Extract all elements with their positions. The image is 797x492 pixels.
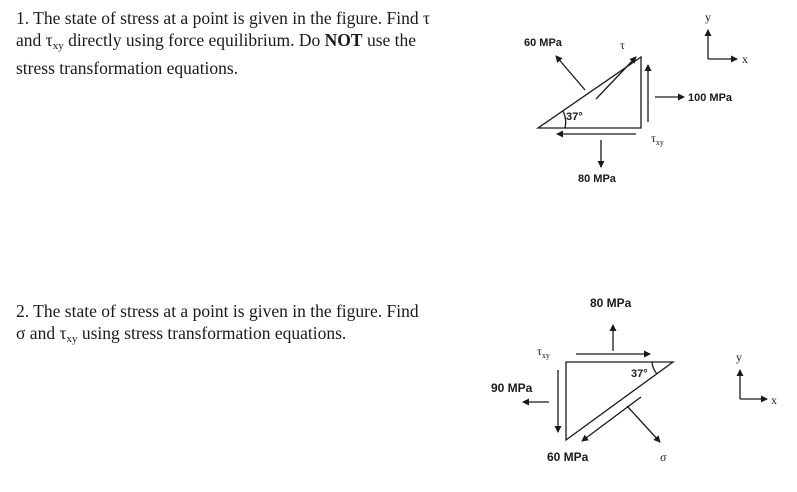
figure-2-tauxy-label: $\tau_{xy}$ [537, 344, 550, 360]
problem-1-line-1: 1. The state of stress at a point is given in the figure. Find τ [16, 8, 431, 28]
problem-2-line-2-end: using stress transformation equations. [77, 323, 347, 343]
figure-1-tauxy-label: $\tau_{xy}$ [651, 131, 664, 147]
figure-2-angle-label: 37° [631, 368, 648, 380]
problem-1-bold-not: NOT [324, 30, 363, 50]
problem-2-subscript: xy [66, 333, 78, 345]
figure-1-normal-arrow [556, 56, 585, 90]
problem-2-line-2-start: σ and τ [16, 323, 67, 343]
figure-2 [523, 325, 767, 442]
figure-1-axis-x-label: x [742, 52, 748, 66]
problem-1-line-2-start: and τ [16, 30, 53, 50]
figure-2-axis-x-label: x [771, 393, 777, 407]
problem-1-line-3: stress transformation equations. [16, 58, 239, 78]
figure-1-axis-y-label: y [705, 10, 711, 24]
figure-2-normal-arrow [627, 406, 660, 442]
figure-1-right-stress-label: 100 MPa [688, 92, 733, 104]
figure-2-bottom-stress-label: 60 MPa [547, 450, 589, 464]
figure-2-angle-arc [652, 362, 657, 374]
figure-2-left-stress-label: 90 MPa [491, 381, 533, 395]
figure-1-angle-label: 37° [566, 111, 583, 123]
problem-1-line-2-middle: directly using force equilibrium. Do [63, 30, 325, 50]
figure-2-axis-y-label: y [736, 350, 742, 364]
figure-2-shear-arrow [582, 397, 641, 441]
problem-2-line-1: 2. The state of stress at a point is given in the figure. Find [16, 301, 419, 321]
problem-1-subscript: xy [52, 40, 64, 52]
figure-1-shear-arrow [596, 57, 636, 99]
figure-2-sigma-label: σ [660, 450, 667, 464]
figure-1-left-stress-label: 60 MPa [524, 37, 562, 49]
figure-2-top-stress-label: 80 MPa [590, 296, 632, 310]
figure-1-tau-label: τ [620, 38, 625, 52]
figure-1-bottom-stress-label: 80 MPa [578, 173, 616, 185]
problem-1-line-2-end: use the [362, 30, 417, 50]
